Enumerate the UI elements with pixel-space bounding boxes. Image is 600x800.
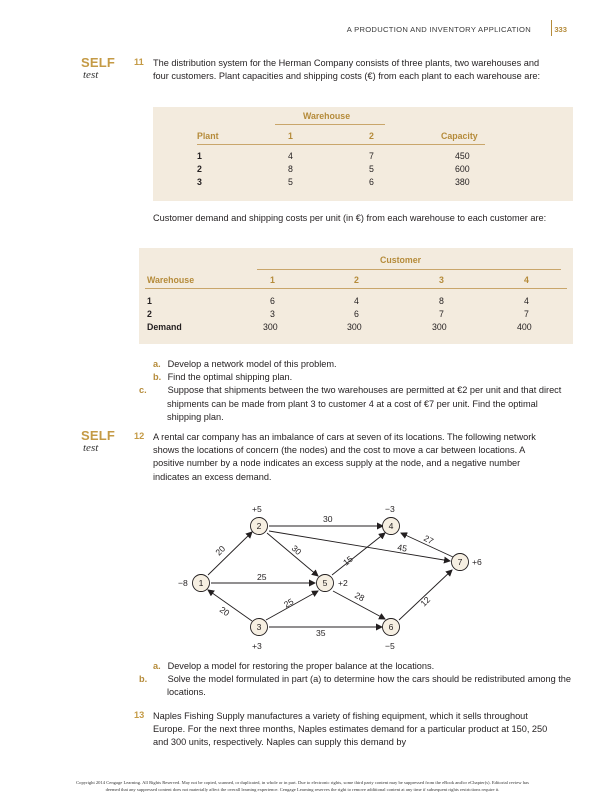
table-cell: 3 xyxy=(270,309,275,319)
question-text: The distribution system for the Herman Company consists of three plants, two warehouses and four customers. Plant capacities and shipping costs (€) from each plant to each warehouse are: xyxy=(153,58,541,82)
table-cell: 1 xyxy=(147,296,152,306)
node-supply-label: −5 xyxy=(385,641,395,651)
node-id: 6 xyxy=(388,622,394,632)
list-item: a. Develop a model for restoring the proper balance at the locations. xyxy=(153,661,435,671)
table-cell: 600 xyxy=(455,164,470,174)
table-cell: Demand xyxy=(147,322,182,332)
arc-cost-label: 45 xyxy=(396,542,408,554)
table-group-header: Warehouse xyxy=(303,111,351,121)
table-cell: 7 xyxy=(439,309,444,319)
copyright-footer xyxy=(30,779,575,793)
table-header: 1 xyxy=(270,275,275,285)
node-id: 3 xyxy=(256,622,262,632)
table-cell: 8 xyxy=(288,164,293,174)
table-cell: 380 xyxy=(455,177,470,187)
table-group-header: Customer xyxy=(380,255,422,265)
arc-cost-label: 30 xyxy=(289,543,304,557)
self-test-label: SELF xyxy=(81,55,116,70)
node-supply-label: +6 xyxy=(472,557,482,567)
table-cell: 8 xyxy=(439,296,444,306)
list-item: a. Develop a network model of this problem. xyxy=(153,359,337,369)
table-cell: 7 xyxy=(524,309,529,319)
node-id: 2 xyxy=(256,521,262,531)
table-cell: 6 xyxy=(270,296,275,306)
arc-cost-label: 35 xyxy=(316,628,326,638)
table-header: 4 xyxy=(524,275,529,285)
arc-3-1 xyxy=(208,590,252,621)
table-cell: 450 xyxy=(455,151,470,161)
table-header: Plant xyxy=(197,131,219,141)
node-supply-label: −3 xyxy=(385,504,395,514)
table-header: 2 xyxy=(354,275,359,285)
arc-cost-label: 28 xyxy=(353,589,367,604)
question-number: 13 xyxy=(134,710,145,720)
node-supply-label: +3 xyxy=(252,641,262,651)
question-text: Customer demand and shipping costs per unit (in €) from each warehouse to each customer are: xyxy=(153,213,547,223)
table-cell: 300 xyxy=(432,322,447,332)
table-cell: 300 xyxy=(347,322,362,332)
node-id: 1 xyxy=(198,578,204,588)
arc-cost-label: 25 xyxy=(257,572,267,582)
table-cell: 4 xyxy=(354,296,359,306)
table-cell: 5 xyxy=(288,177,293,187)
table-header: Warehouse xyxy=(147,275,195,285)
question-number: 11 xyxy=(134,57,144,67)
question-number: 12 xyxy=(134,431,145,441)
running-title: A PRODUCTION AND INVENTORY APPLICATION xyxy=(346,25,531,34)
arc-cost-label: 27 xyxy=(422,532,436,547)
list-item: b. Solve the model formulated in part (a) to determine how the cars should be redistributed among the locations. xyxy=(139,674,572,698)
node-id: 7 xyxy=(457,557,463,567)
table-cell: 2 xyxy=(197,164,202,174)
question-text: A rental car company has an imbalance of cars at seven of its locations. The following network shows the locations of concern (the nodes) and the cost to move a car between locations. A positive number by a node indicates an excess supply at the node, and a negative number indicates an excess demand. xyxy=(153,432,536,482)
self-test-label: SELF xyxy=(81,428,116,443)
table-cell: 300 xyxy=(263,322,278,332)
table-cell: 2 xyxy=(147,309,152,319)
table-cell: 7 xyxy=(369,151,374,161)
table-cell: 6 xyxy=(369,177,374,187)
arc-cost-label: 30 xyxy=(323,514,333,524)
footer-line: Copyright 2014 Cengage Learning. All Rights Reserved. May not be copied, scanned, or duplicated, in whole or in part. Due to electronic rights, some third party content may be suppressed from the eBook and/or eChapter(s). Editorial review has xyxy=(76,780,529,785)
page-number: 333 xyxy=(554,25,567,34)
node-supply-label: +2 xyxy=(338,578,348,588)
table-header: Capacity xyxy=(441,131,478,141)
list-item: b. Find the optimal shipping plan. xyxy=(153,372,293,383)
table-cell: 1 xyxy=(197,151,202,161)
table-cell: 400 xyxy=(517,322,532,332)
arc-cost-label: 20 xyxy=(213,543,228,558)
self-test-sublabel: test xyxy=(83,69,99,81)
arc-5-4 xyxy=(332,533,385,575)
node-id: 5 xyxy=(322,578,328,588)
table-cell: 3 xyxy=(197,177,202,187)
arc-1-2 xyxy=(208,532,252,575)
table-header: 1 xyxy=(288,131,293,141)
arc-cost-label: 12 xyxy=(418,594,433,609)
list-item: c. Suppose that shipments between the two warehouses are permitted at €2 per unit and that direct shipments can be made from plant 3 to customer 4 at a cost of €7 per unit. Find the optimal shipping plan. xyxy=(139,385,562,422)
node-supply-label: +5 xyxy=(252,504,262,514)
question-text: Naples Fishing Supply manufactures a variety of fishing equipment, which it sells throughout Europe. For the next three months, Naples estimates demand for a particular product at 150, 250 and 300 units, respectively. Naples can supply this demand by xyxy=(153,711,548,748)
table-cell: 5 xyxy=(369,164,374,174)
table-cell: 4 xyxy=(524,296,529,306)
node-id: 4 xyxy=(388,521,394,531)
arc-2-5 xyxy=(267,533,318,576)
table-header: 2 xyxy=(369,131,374,141)
table-cell: 4 xyxy=(288,151,293,161)
arc-cost-label: 25 xyxy=(282,596,296,610)
item-list xyxy=(139,660,573,700)
arc-cost-label: 15 xyxy=(341,553,355,568)
node-supply-label: −8 xyxy=(178,578,188,588)
table-header: 3 xyxy=(439,275,444,285)
table-cell: 6 xyxy=(354,309,359,319)
footer-line: deemed that any suppressed content does not materially affect the overall learning experience. Cengage Learning reserves the right to remove additional content at any time if subsequent rights restrictions require it. xyxy=(105,787,500,792)
self-test-sublabel: test xyxy=(83,442,99,454)
arc-cost-label: 20 xyxy=(217,604,232,619)
